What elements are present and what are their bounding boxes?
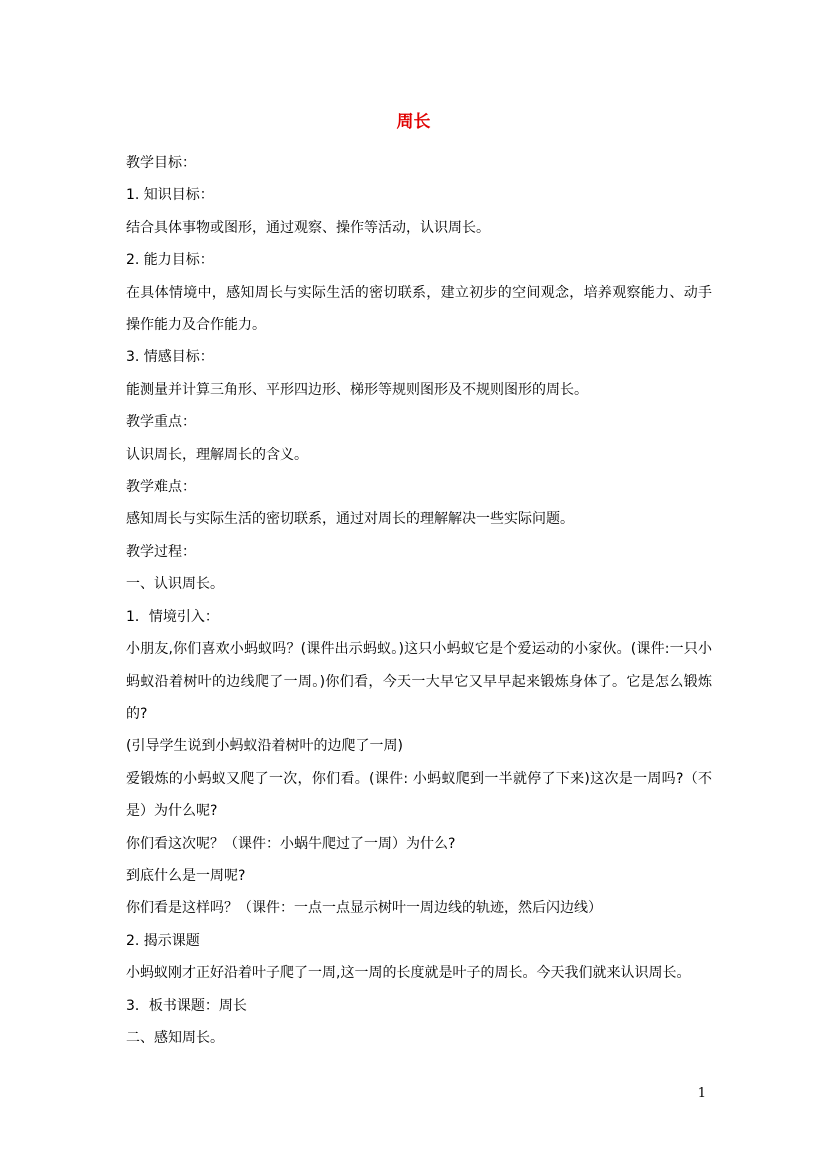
paragraph: 在具体情境中，感知周长与实际生活的密切联系，建立初步的空间观念，培养观察能力、动手操作能力及合作能力。: [126, 284, 712, 334]
paragraph: 你们看是这样吗？（课件：一点一点显示树叶一周边线的轨迹，然后闪边线）: [126, 900, 602, 917]
paragraph: 小朋友,你们喜欢小蚂蚁吗？(课件出示蚂蚁。)这只小蚂蚁它是个爱运动的小家伙。(课件:一只小蚂蚁沿着树叶的边线爬了一周。)你们看，今天一大早它又早早起来锻炼身体了。它是怎么锻炼的?: [126, 641, 712, 722]
paragraph: 认识周长，理解周长的含义。: [126, 446, 308, 463]
document-body: [126, 147, 712, 1054]
paragraph: 二、感知周长。: [126, 1029, 224, 1046]
page-number: 1: [697, 1086, 706, 1101]
paragraph: 教学过程：: [126, 543, 196, 560]
paragraph: 小蚂蚁刚才正好沿着叶子爬了一周,这一周的长度就是叶子的周长。今天我们就来认识周长。: [126, 965, 691, 982]
paragraph: 教学难点：: [126, 479, 196, 496]
paragraph: 1．情境引入：: [126, 608, 219, 625]
paragraph: 一、认识周长。: [126, 576, 224, 593]
paragraph: 3. 情感目标：: [126, 349, 214, 366]
paragraph: 教学重点：: [126, 414, 196, 431]
paragraph: 2. 揭示课题: [126, 932, 200, 949]
paragraph: 爱锻炼的小蚂蚁又爬了一次，你们看。(课件: 小蚂蚁爬到一半就停了下来)这次是一周吗?（不是）为什么呢?: [126, 770, 712, 820]
paragraph: 能测量并计算三角形、平形四边形、梯形等规则图形及不规则图形的周长。: [126, 381, 588, 398]
paragraph: 教学目标：: [126, 155, 196, 171]
page-title: 周长: [396, 112, 431, 132]
paragraph: 你们看这次呢？（课件：小蜗牛爬过了一周）为什么?: [126, 835, 456, 852]
paragraph: 2. 能力目标：: [126, 252, 214, 269]
paragraph: 结合具体事物或图形，通过观察、操作等活动，认识周长。: [126, 219, 490, 236]
paragraph: (引导学生说到小蚂蚁沿着树叶的边爬了一周): [126, 738, 403, 755]
paragraph: 到底什么是一周呢?: [126, 867, 246, 884]
paragraph: 3．板书课题：周长: [126, 997, 247, 1014]
paragraph: 感知周长与实际生活的密切联系，通过对周长的理解解决一些实际问题。: [126, 511, 574, 528]
paragraph: 1. 知识目标：: [126, 187, 214, 204]
